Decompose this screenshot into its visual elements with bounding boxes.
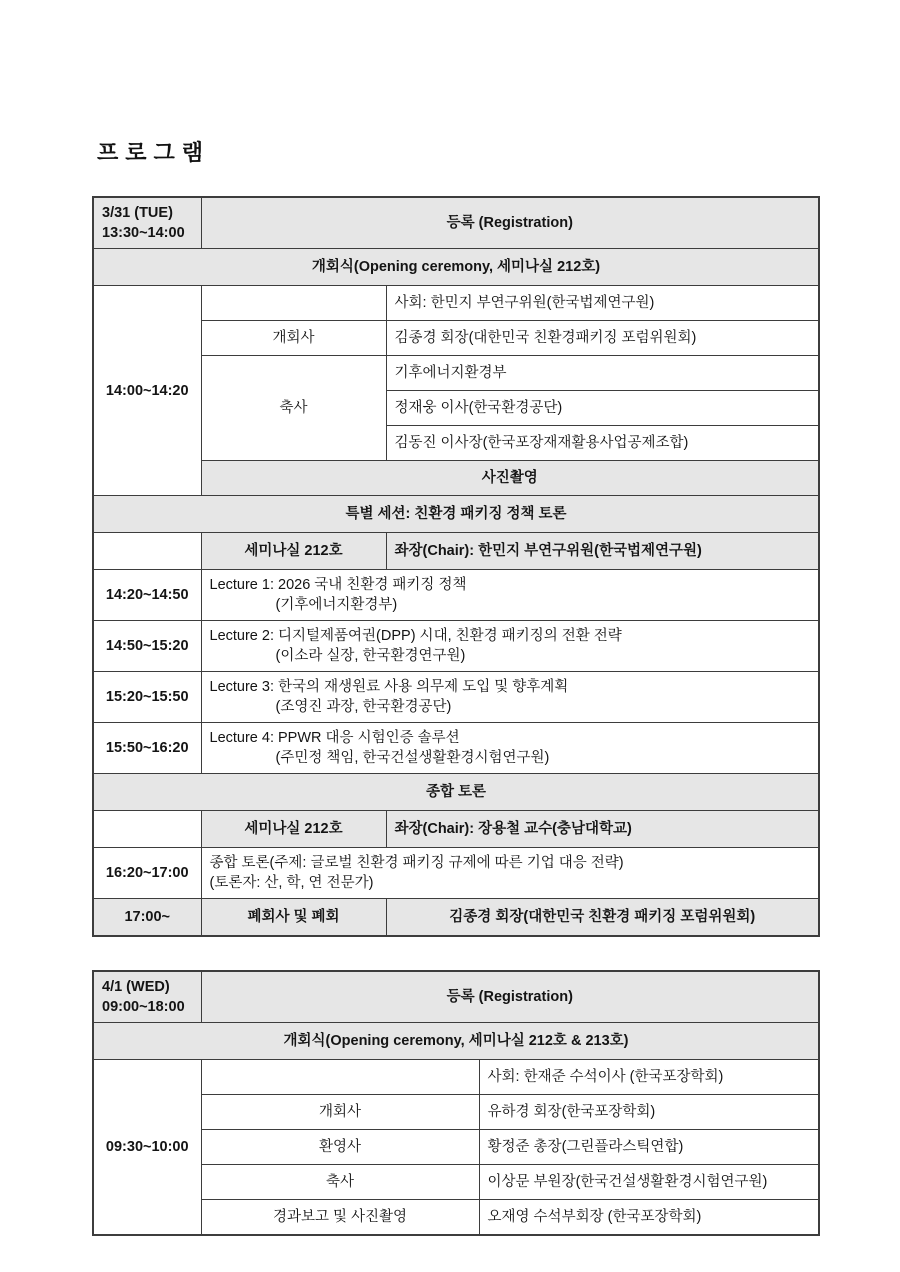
day2-item-2-label: 환영사	[201, 1130, 479, 1165]
day2-registration-row	[93, 971, 819, 1023]
day2-opening-header-row	[93, 1023, 819, 1060]
day1-opening-speech-row	[93, 321, 819, 356]
day2-item-4-label: 경과보고 및 사진촬영	[201, 1200, 479, 1236]
day2-item-1-person: 유하경 회장(한국포장학회)	[479, 1095, 819, 1130]
day2-item-row-3	[93, 1165, 819, 1200]
empty-cell	[93, 811, 201, 848]
day1-discussion-chair-row	[93, 811, 819, 848]
lecture-4-speaker: (주민정 책임, 한국건설생활환경시험연구원)	[275, 750, 550, 766]
lecture-3-speaker: (조영진 과장, 한국환경공단)	[275, 699, 452, 715]
day1-closing-person: 김종경 회장(대한민국 친환경 패키징 포럼위원회)	[386, 899, 819, 937]
day1-date-line1: 3/31 (TUE)	[102, 205, 173, 221]
day1-discussion-row	[93, 848, 819, 899]
day1-discussion-time: 16:20~17:00	[93, 848, 201, 899]
empty-cell	[201, 1060, 479, 1095]
lecture-3-cell	[201, 672, 819, 723]
day1-discussion-line2: (토론자: 산, 학, 연 전문가)	[209, 875, 374, 891]
day1-discussion-header-row	[93, 774, 819, 811]
lecture-row-3	[93, 672, 819, 723]
day2-opening-time-cell: 09:30~10:00	[93, 1060, 201, 1236]
page-title: 프로그램	[97, 140, 211, 165]
day2-date-line2: 09:00~18:00	[102, 999, 185, 1015]
lecture-row-1	[93, 570, 819, 621]
day1-registration-row	[93, 197, 819, 249]
day1-congrats-row-1	[93, 356, 819, 391]
day1-closing-row	[93, 899, 819, 937]
empty-cell	[93, 533, 201, 570]
lecture-1-cell	[201, 570, 819, 621]
lecture-4-cell	[201, 723, 819, 774]
lecture-2-speaker: (이소라 실장, 한국환경연구원)	[275, 648, 466, 664]
day2-mc-row	[93, 1060, 819, 1095]
lecture-row-2	[93, 621, 819, 672]
day2-mc-cell: 사회: 한재준 수석이사 (한국포장학회)	[479, 1060, 819, 1095]
lecture-4-time: 15:50~16:20	[93, 723, 201, 774]
day2-item-3-label: 축사	[201, 1165, 479, 1200]
lecture-1-time: 14:20~14:50	[93, 570, 201, 621]
lecture-3-time: 15:20~15:50	[93, 672, 201, 723]
day1-special-room-cell: 세미나실 212호	[201, 533, 386, 570]
day2-registration-cell: 등록 (Registration)	[201, 971, 819, 1023]
lecture-1-title: Lecture 1: 2026 국내 친환경 패키징 정책	[209, 577, 467, 593]
day1-closing-time: 17:00~	[93, 899, 201, 937]
day1-discussion-header-cell: 종합 토론	[93, 774, 819, 811]
day2-opening-header-cell: 개회식(Opening ceremony, 세미나실 212호 & 213호)	[93, 1023, 819, 1060]
lecture-2-cell	[201, 621, 819, 672]
lecture-2-title: Lecture 2: 디지털제품여권(DPP) 시대, 친환경 패키징의 전환 전략	[209, 628, 622, 644]
day2-item-4-person: 오재영 수석부회장 (한국포장학회)	[479, 1200, 819, 1236]
day1-discussion-room-cell: 세미나실 212호	[201, 811, 386, 848]
day2-table	[92, 970, 820, 1236]
day1-congrats-label: 축사	[201, 356, 386, 461]
day1-discussion-chair-cell: 좌장(Chair): 장용철 교수(충남대학교)	[386, 811, 819, 848]
day1-photo-row	[93, 461, 819, 496]
day2-item-3-person: 이상문 부원장(한국건설생활환경시험연구원)	[479, 1165, 819, 1200]
day1-opening-time-cell: 14:00~14:20	[93, 286, 201, 496]
day1-table	[92, 196, 820, 937]
day1-congrats-3: 김동진 이사장(한국포장재재활용사업공제조합)	[386, 426, 819, 461]
day1-closing-label: 폐회사 및 폐회	[201, 899, 386, 937]
program-tables	[92, 196, 818, 1236]
day1-discussion-cell	[201, 848, 819, 899]
day1-date-line2: 13:30~14:00	[102, 225, 185, 241]
day1-opening-header-cell: 개회식(Opening ceremony, 세미나실 212호)	[93, 249, 819, 286]
day2-item-row-1	[93, 1095, 819, 1130]
day1-mc-cell: 사회: 한민지 부연구위원(한국법제연구원)	[386, 286, 819, 321]
empty-cell	[201, 286, 386, 321]
day1-opening-header-row	[93, 249, 819, 286]
lecture-2-time: 14:50~15:20	[93, 621, 201, 672]
day1-special-chair-row	[93, 533, 819, 570]
day1-opening-speech-person: 김종경 회장(대한민국 친환경패키징 포럼위원회)	[386, 321, 819, 356]
day1-mc-row	[93, 286, 819, 321]
day2-item-row-4	[93, 1200, 819, 1236]
day2-item-1-label: 개회사	[201, 1095, 479, 1130]
day2-date-line1: 4/1 (WED)	[102, 979, 170, 995]
day1-special-chair-cell: 좌장(Chair): 한민지 부연구위원(한국법제연구원)	[386, 533, 819, 570]
day2-date-cell	[93, 971, 201, 1023]
lecture-1-speaker: (기후에너지환경부)	[275, 597, 398, 613]
lecture-row-4	[93, 723, 819, 774]
day1-discussion-line1: 종합 토론(주제: 글로벌 친환경 패키징 규제에 따른 기업 대응 전략)	[209, 855, 624, 871]
day2-item-row-2	[93, 1130, 819, 1165]
lecture-4-title: Lecture 4: PPWR 대응 시험인증 솔루션	[209, 730, 460, 746]
day1-congrats-1: 기후에너지환경부	[386, 356, 819, 391]
day1-opening-speech-label: 개회사	[201, 321, 386, 356]
day2-item-2-person: 황정준 총장(그린플라스틱연합)	[479, 1130, 819, 1165]
day1-registration-cell: 등록 (Registration)	[201, 197, 819, 249]
day1-special-header-row	[93, 496, 819, 533]
day1-congrats-2: 정재웅 이사(한국환경공단)	[386, 391, 819, 426]
day1-special-header-cell: 특별 세션: 친환경 패키징 정책 토론	[93, 496, 819, 533]
day1-photo-cell: 사진촬영	[201, 461, 819, 496]
lecture-3-title: Lecture 3: 한국의 재생원료 사용 의무제 도입 및 향후계획	[209, 679, 569, 695]
day1-date-cell	[93, 197, 201, 249]
